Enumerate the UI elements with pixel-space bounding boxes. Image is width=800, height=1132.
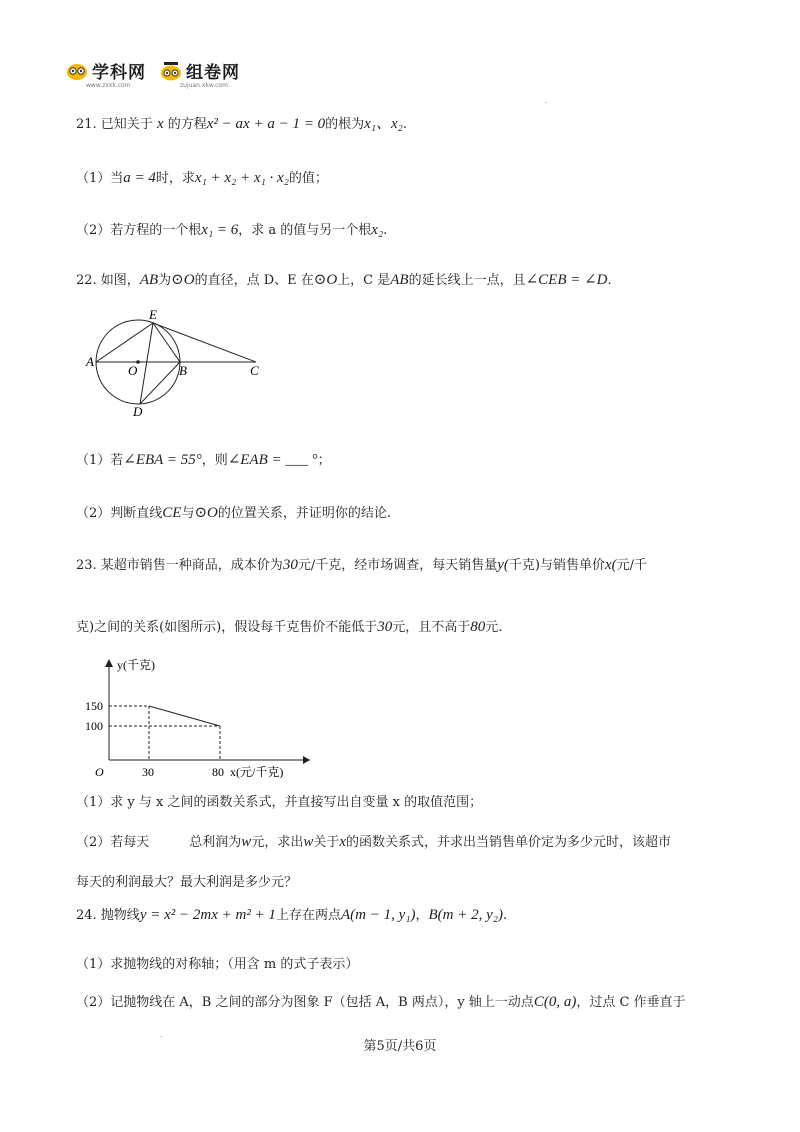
q23-line1: 23. 某超市销售一种商品，成本价为30元/千克，经市场调查，每天销售量y(千克)与销售单价x(元/千 <box>76 557 647 573</box>
label-a: A <box>86 354 94 369</box>
line-ae <box>96 323 153 362</box>
graph-xlabel: x(元/千克) <box>230 765 284 779</box>
logo-zxxk <box>66 58 146 89</box>
stray-dot-2: . <box>160 1030 163 1039</box>
logo-zujuan <box>160 58 240 89</box>
q22-stem: 22. 如图，AB为⊙O的直径，点 D、E 在⊙O上，C 是AB的延长线上一点，且∠CEB = ∠D. <box>76 272 612 288</box>
q23-part2: （2）若每天 总利润为w元，求出w关于x的函数关系式，并求出当销售单价定为多少元时，该超市 <box>76 834 672 850</box>
q23-part1: （1）求 y 与 x 之间的函数关系式，并直接写出自变量 x 的取值范围； <box>76 795 483 810</box>
q23-line2: 克)之间的关系(如图所示)，假设每千克售价不能低于30元，且不高于80元. <box>76 619 503 635</box>
q22-part1: （1）若∠EBA = 55°，则∠EAB = ___ °； <box>76 452 331 468</box>
q21-part2: （2）若方程的一个根x₁ = 6，求 a 的值与另一个根x₂. <box>76 222 388 238</box>
stray-dot: . <box>545 96 548 105</box>
label-e: E <box>149 307 157 322</box>
q24-part1: （1）求抛物线的对称轴；（用含 m 的式子表示） <box>76 957 359 972</box>
owl-icon <box>66 61 88 81</box>
segment <box>149 706 220 726</box>
label-o: O <box>128 363 138 378</box>
tick-100: 100 <box>85 719 103 733</box>
q22-part2: （2）判断直线CE与⊙O的位置关系，并证明你的结论. <box>76 505 392 521</box>
q24-stem: 24. 抛物线y = x² − 2mx + m² + 1上存在两点A(m − 1, y₁)，B(m + 2, y₂). <box>76 907 508 923</box>
q23-graph <box>85 655 315 785</box>
label-d: D <box>133 404 143 419</box>
line-ec <box>153 323 256 362</box>
line-eb <box>153 323 180 362</box>
logo2-sub: zujuan.xkw.com <box>180 82 228 89</box>
x-arrow <box>303 756 310 764</box>
q21-part1: （1）当a = 4时，求x₁ + x₂ + x₁ · x₂的值； <box>76 170 328 186</box>
logo1-sub: www.zxxk.com <box>86 82 131 89</box>
tick-80: 80 <box>212 765 224 779</box>
label-c: C <box>250 363 259 378</box>
page-footer: 第5页/共6页 <box>363 1039 437 1054</box>
tick-30: 30 <box>142 765 154 779</box>
graph-ylabel: y(千克) <box>117 658 155 672</box>
logo1-text: 学科网 <box>92 63 146 83</box>
q21-stem: 21. 已知关于 x 的方程x² − ax + a − 1 = 0的根为x₁、x₂. <box>76 116 407 132</box>
q22-circle-figure <box>80 305 280 420</box>
graph-origin: O <box>95 765 104 779</box>
label-b: B <box>179 363 187 378</box>
tick-150: 150 <box>85 699 103 713</box>
owl-cap-icon <box>160 61 182 81</box>
q23-part3: 每天的利润最大？最大利润是多少元？ <box>76 875 298 890</box>
header-logos <box>66 58 240 89</box>
y-arrow <box>105 659 113 667</box>
logo2-text: 组卷网 <box>186 63 240 83</box>
q24-part2: （2）记抛物线在 A，B 之间的部分为图象 F（包括 A，B 两点），y 轴上一动点C(0, a)，过点 C 作垂直于 <box>76 994 686 1010</box>
